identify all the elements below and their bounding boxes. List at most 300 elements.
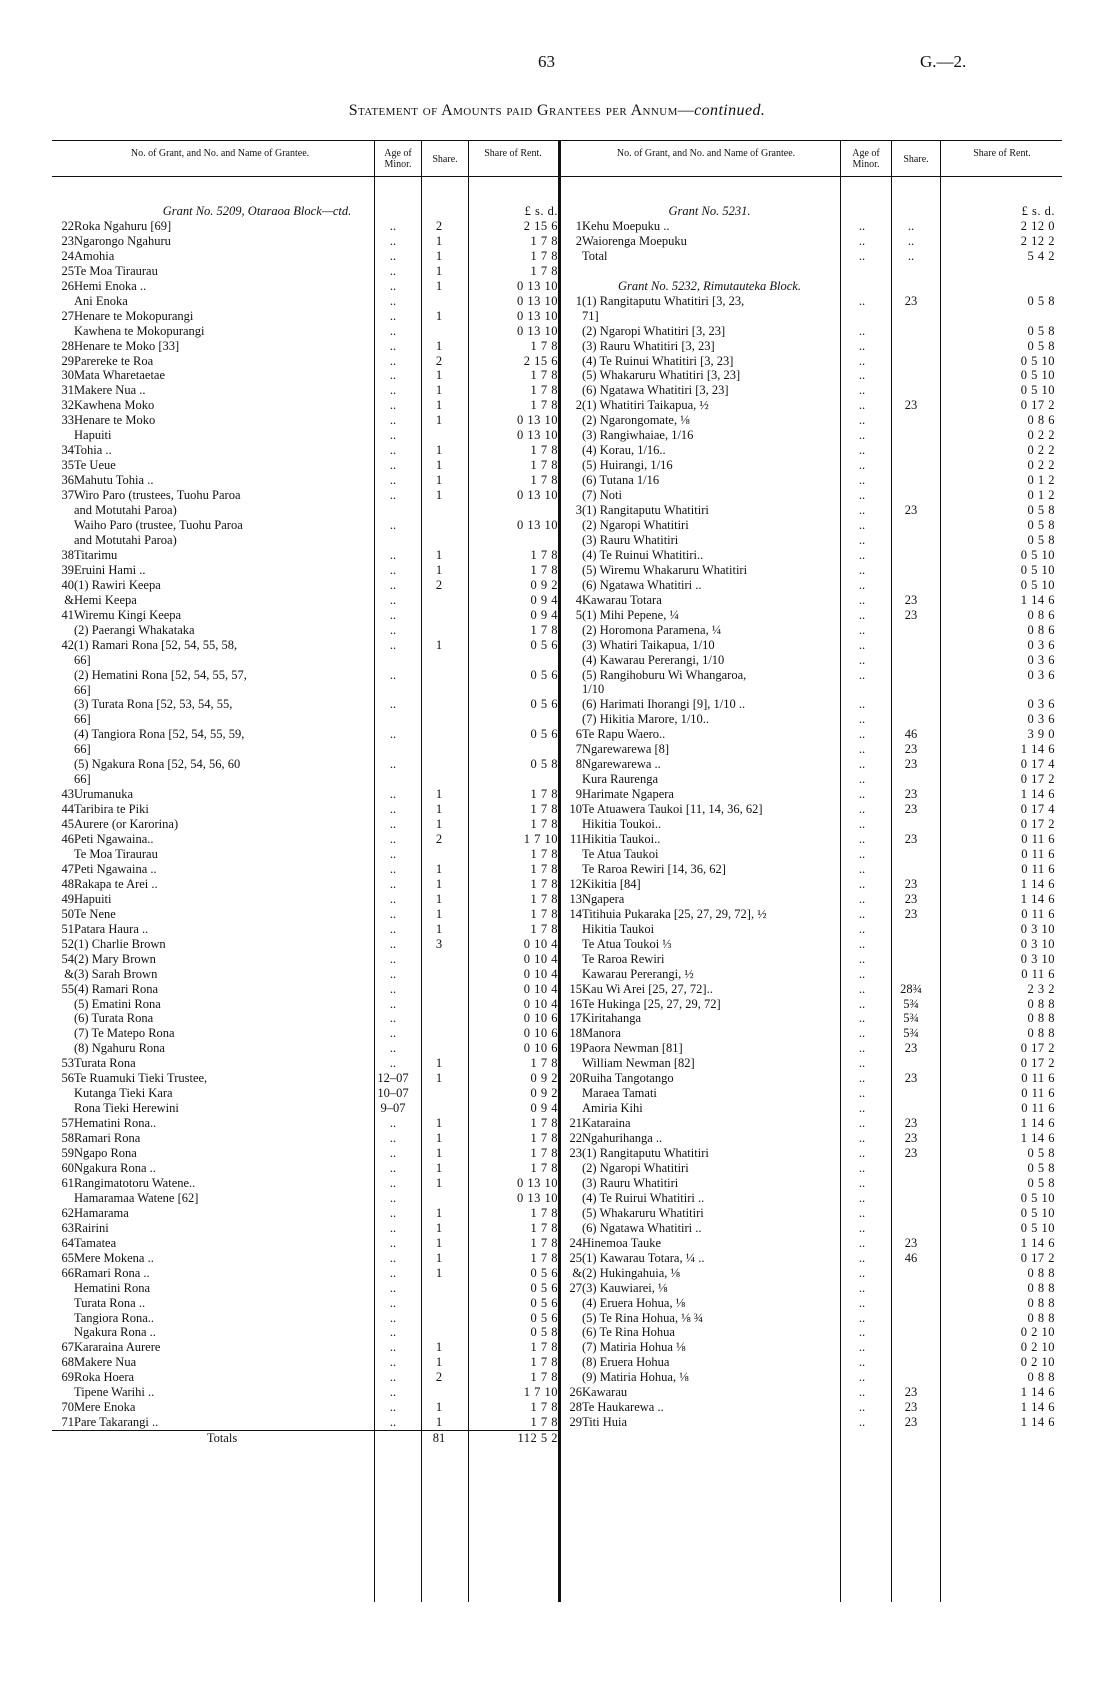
rent-value: 0 5 8 <box>1027 338 1055 353</box>
grantee-name: Te Raroa Rewiri [14, 36, 62] <box>582 861 726 876</box>
grant-number <box>560 533 582 548</box>
rent-value: 0 5 6 <box>530 697 558 712</box>
minor-age: .. <box>389 1026 397 1041</box>
table-row <box>560 1206 1055 1221</box>
rent-value <box>462 653 558 668</box>
grantee-name: Waiho Paro (trustee, Tuohu Paroa <box>74 518 243 533</box>
table-row <box>52 683 558 698</box>
table-row <box>52 1146 558 1161</box>
grant-number: 59 <box>61 1146 74 1161</box>
share-value: 2 <box>435 353 443 368</box>
minor-age: .. <box>389 1220 397 1235</box>
rent-value: 0 2 10 <box>1020 1325 1055 1340</box>
minor-age: .. <box>858 547 866 562</box>
minor-age: .. <box>389 1265 397 1280</box>
table-row <box>52 413 558 428</box>
grant-number: 8 <box>575 757 582 772</box>
table-row <box>52 1206 558 1221</box>
share-value: 1 <box>435 1355 443 1370</box>
rent-value: 0 9 4 <box>530 1101 558 1116</box>
grant-number: 20 <box>569 1071 582 1086</box>
share-value <box>887 623 935 638</box>
share-value: 23 <box>904 1400 918 1415</box>
share-value <box>416 1041 462 1056</box>
table-row <box>52 1101 558 1116</box>
table-row <box>560 608 1055 623</box>
minor-age: .. <box>389 233 397 248</box>
rent-value: 0 13 10 <box>517 1190 558 1205</box>
minor-age: .. <box>389 921 397 936</box>
table-row <box>52 1311 558 1326</box>
minor-age: .. <box>389 876 397 891</box>
grantee-name: and Motutahi Paroa) <box>74 503 177 518</box>
grant-number: 37 <box>61 488 74 503</box>
grant-number: 32 <box>61 398 74 413</box>
table-row <box>560 907 1055 922</box>
table-row <box>560 997 1055 1012</box>
table-row <box>52 563 558 578</box>
grantee-name: 66] <box>74 652 91 667</box>
table-row <box>560 712 1055 727</box>
table-row <box>52 608 558 623</box>
rent-value: 1 7 8 <box>530 906 558 921</box>
rent-value: 0 2 10 <box>1020 1355 1055 1370</box>
share-value: .. <box>907 233 915 248</box>
grantee-name: (3) Sarah Brown <box>74 966 158 981</box>
share-value <box>416 1011 462 1026</box>
table-row <box>560 967 1055 982</box>
table-row <box>560 832 1055 847</box>
grantee-name: Mahutu Tohia .. <box>74 473 154 488</box>
minor-age: .. <box>858 323 866 338</box>
table-row <box>52 1325 558 1340</box>
table-row <box>560 638 1055 653</box>
grant-number: 27 <box>61 308 74 323</box>
minor-age: .. <box>858 1071 866 1086</box>
grant-number: 21 <box>569 1116 582 1131</box>
share-value <box>887 354 935 369</box>
table-row <box>560 742 1055 757</box>
grant-number <box>560 368 582 383</box>
grant-number <box>52 727 74 742</box>
minor-age: .. <box>858 846 866 861</box>
table-row <box>560 578 1055 593</box>
minor-age: .. <box>858 1295 866 1310</box>
grantee-name: (7) Noti <box>582 488 622 503</box>
table-row <box>560 473 1055 488</box>
minor-age: .. <box>858 1385 866 1400</box>
share-value: 1 <box>435 562 443 577</box>
table-row <box>52 473 558 488</box>
minor-age: .. <box>389 861 397 876</box>
grant-number <box>560 1056 582 1071</box>
share-value <box>887 1281 935 1296</box>
table-row <box>52 892 558 907</box>
grantee-name: Kawarau Totara <box>582 592 662 607</box>
table-row <box>560 1415 1055 1430</box>
grant-number <box>560 1086 582 1101</box>
grant-number: 58 <box>61 1131 74 1146</box>
rent-value: 1 7 8 <box>530 876 558 891</box>
grantee-name: (4) Tangiora Rona [52, 54, 55, 59, <box>74 727 245 742</box>
share-value <box>416 518 462 533</box>
share-value: 23 <box>904 757 918 772</box>
table-row <box>52 593 558 608</box>
share-value: 1 <box>435 906 443 921</box>
table-row <box>560 204 1055 219</box>
grant-number: 25 <box>61 263 74 278</box>
grant-number <box>560 324 582 339</box>
minor-age: .. <box>389 368 397 383</box>
grantee-name: Te Hukinga [25, 27, 29, 72] <box>582 996 721 1011</box>
rent-value: 0 5 10 <box>1020 1205 1055 1220</box>
table-row <box>560 1385 1055 1400</box>
table-row <box>560 1296 1055 1311</box>
rent-value: 0 11 6 <box>1021 832 1055 847</box>
table-row <box>52 234 558 249</box>
page-reference: G.—2. <box>920 52 967 71</box>
grant-number <box>52 1086 74 1101</box>
rent-value: 1 7 8 <box>530 622 558 637</box>
col-header-grant-right: No. of Grant, and No. and Name of Grantee. <box>616 148 796 159</box>
grant-number <box>560 1161 582 1176</box>
share-value: 23 <box>904 398 918 413</box>
grantee-name: Hamaramaa Watene [62] <box>74 1190 199 1205</box>
table-row <box>52 294 558 309</box>
grant-number <box>560 473 582 488</box>
grantee-name: Grant No. 5231. <box>668 204 751 218</box>
grant-number: 45 <box>61 817 74 832</box>
grantee-name: (1) Mihi Pepene, ¼ <box>582 607 679 622</box>
grantee-name: (7) Hikitia Marore, 1/10.. <box>582 712 710 727</box>
table-row <box>52 1355 558 1370</box>
table-row <box>560 1011 1055 1026</box>
minor-age: .. <box>389 936 397 951</box>
table-row <box>560 1041 1055 1056</box>
rent-value: 0 5 6 <box>530 1265 558 1280</box>
rent-value: 0 10 4 <box>523 996 558 1011</box>
rent-value: 0 17 2 <box>1020 398 1055 413</box>
share-value: 2 <box>435 832 443 847</box>
table-row <box>560 772 1055 787</box>
table-row <box>52 982 558 997</box>
grantee-name: (2) Hematini Rona [52, 54, 55, 57, <box>74 667 247 682</box>
rent-value: 1 7 8 <box>530 473 558 488</box>
page-title: Statement of Amounts paid Grantees per Annum—continued. <box>348 102 766 119</box>
grant-number <box>52 668 74 683</box>
minor-age: .. <box>858 981 866 996</box>
grant-number <box>560 1206 582 1221</box>
share-value <box>416 593 462 608</box>
table-row <box>560 877 1055 892</box>
minor-age: .. <box>858 1011 866 1026</box>
table-row <box>560 1251 1055 1266</box>
share-value: 1 <box>435 861 443 876</box>
table-row <box>52 727 558 742</box>
table-row <box>560 892 1055 907</box>
rent-value: 0 9 4 <box>530 592 558 607</box>
minor-age: .. <box>389 727 397 742</box>
rent-value: 0 13 10 <box>517 308 558 323</box>
grantee-name: Aurere (or Karorina) <box>74 817 179 832</box>
share-value <box>887 428 935 443</box>
grantee-name: Parereke te Roa <box>74 353 154 368</box>
minor-age: .. <box>389 1041 397 1056</box>
grant-number: 3 <box>575 503 582 518</box>
grantee-name: Hemi Enoka .. <box>74 278 147 293</box>
grantee-name: Mere Mokena .. <box>74 1250 154 1265</box>
grantee-name: Henare te Moko [33] <box>74 338 180 353</box>
grant-number: 9 <box>575 787 582 802</box>
table-row <box>52 1340 558 1355</box>
grantee-name: Harimate Ngapera <box>582 787 674 802</box>
grant-number <box>560 443 582 458</box>
rent-value: 0 8 6 <box>1027 622 1055 637</box>
grantee-name: Mata Wharetaetae <box>74 368 166 383</box>
grant-number <box>560 309 582 324</box>
grant-number: 6 <box>575 727 582 742</box>
rent-value: 0 5 6 <box>530 637 558 652</box>
grantee-name <box>582 264 837 279</box>
table-row <box>560 1086 1055 1101</box>
share-value: 23 <box>904 1071 918 1086</box>
share-value: 1 <box>435 787 443 802</box>
share-value: 23 <box>904 742 918 757</box>
rent-value: 0 5 10 <box>1020 353 1055 368</box>
table-row <box>560 503 1055 518</box>
table-row <box>52 1296 558 1311</box>
grant-number <box>560 1340 582 1355</box>
share-value: 1 <box>435 1205 443 1220</box>
minor-age: .. <box>858 518 866 532</box>
minor-age: .. <box>389 1400 397 1415</box>
share-value: 1 <box>435 876 443 891</box>
share-value: 1 <box>435 802 443 817</box>
grantee-name: (7) Matiria Hohua ⅛ <box>582 1340 686 1355</box>
grantee-name: Hikitia Taukoi.. <box>582 832 661 847</box>
table-row <box>52 772 558 787</box>
grant-number: 27 <box>569 1280 582 1295</box>
table-row <box>52 937 558 952</box>
table-row <box>560 1221 1055 1236</box>
minor-age: .. <box>858 817 866 832</box>
col-header-grant-left: No. of Grant, and No. and Name of Grantee. <box>130 148 310 159</box>
table-row <box>52 1161 558 1176</box>
grantee-name: Kutanga Tieki Kara <box>74 1086 173 1101</box>
share-value <box>416 1281 462 1296</box>
minor-age: .. <box>389 592 397 607</box>
rent-value: 1 14 6 <box>1020 1131 1055 1146</box>
grantee-name: Kiritahanga <box>582 1011 642 1026</box>
minor-age: .. <box>389 1310 397 1325</box>
share-value <box>416 1311 462 1326</box>
table-row <box>52 1370 558 1385</box>
rent-value: 0 10 6 <box>523 1026 558 1041</box>
table-row <box>52 443 558 458</box>
minor-age: .. <box>858 1101 866 1116</box>
minor-age: .. <box>858 652 866 667</box>
share-value <box>887 518 935 533</box>
grantee-name: (1) Rangitaputu Whatitiri <box>582 503 709 518</box>
grant-number <box>560 458 582 473</box>
totals-age <box>370 1431 416 1446</box>
table-row <box>560 787 1055 802</box>
rent-value: 5 4 2 <box>1027 248 1055 263</box>
table-row <box>52 368 558 383</box>
grant-number: 60 <box>61 1161 74 1175</box>
table-row <box>52 1131 558 1146</box>
rent-value: 1 7 8 <box>530 1235 558 1250</box>
minor-age: .. <box>858 637 866 652</box>
share-value <box>416 533 462 548</box>
grantee-name: Ruiha Tangotango <box>582 1071 674 1086</box>
share-value <box>887 937 935 952</box>
rent-value: 0 13 10 <box>517 488 558 503</box>
grant-number <box>52 294 74 309</box>
rent-value: 0 10 6 <box>523 1041 558 1056</box>
rent-value: 1 7 8 <box>530 1131 558 1146</box>
rent-value: 1 7 8 <box>530 1355 558 1370</box>
minor-age: .. <box>858 906 866 921</box>
table-row <box>52 249 558 264</box>
table-row <box>52 997 558 1012</box>
table-row <box>560 593 1055 608</box>
grantee-name: Ngarewarewa [8] <box>582 742 670 757</box>
minor-age: .. <box>389 413 397 428</box>
share-value <box>887 1266 935 1281</box>
rent-value: 0 5 10 <box>1020 368 1055 383</box>
grantee-name: Hamarama <box>74 1205 129 1220</box>
rent-value: 0 10 4 <box>523 966 558 981</box>
grant-heading-row <box>52 204 558 219</box>
minor-age: .. <box>858 1190 866 1205</box>
grantee-name: (1) Rangitaputu Whatitiri [3, 23, <box>582 293 745 308</box>
minor-age <box>837 279 887 294</box>
minor-age: .. <box>389 1011 397 1026</box>
minor-age: .. <box>389 891 397 906</box>
minor-age: .. <box>858 1400 866 1415</box>
grant-number: 1 <box>575 293 582 308</box>
col-header-age-right: Age of Minor. <box>852 148 880 170</box>
rent-value <box>935 264 1055 279</box>
rent-value: 1 7 8 <box>530 443 558 458</box>
table-row <box>560 488 1055 503</box>
minor-age: .. <box>389 1235 397 1250</box>
share-value: .. <box>907 218 915 233</box>
grant-heading: Grant No. 5209, Otaraoa Block—ctd. <box>162 204 352 218</box>
grantee-name: Titi Huia <box>582 1415 628 1430</box>
grantee-name: Rakapa te Arei .. <box>74 876 158 891</box>
grant-number: 24 <box>61 248 74 263</box>
minor-age: .. <box>389 1370 397 1385</box>
grantee-name: Peti Ngawaina .. <box>74 861 157 876</box>
minor-age: .. <box>858 802 866 817</box>
minor-age: .. <box>858 1235 866 1250</box>
share-value <box>887 653 935 668</box>
grant-number: 31 <box>61 383 74 398</box>
minor-age: .. <box>858 503 866 518</box>
grantee-name: (4) Ramari Rona <box>74 981 159 996</box>
minor-age: .. <box>858 458 866 473</box>
share-value: 1 <box>435 1220 443 1235</box>
table-row <box>560 548 1055 563</box>
grantee-name: (3) Turata Rona [52, 53, 54, 55, <box>74 697 233 712</box>
table-row <box>52 398 558 413</box>
grant-number: 34 <box>61 443 74 458</box>
table-row <box>52 817 558 832</box>
grant-number: 70 <box>61 1400 74 1415</box>
minor-age: .. <box>858 951 866 966</box>
minor-age: .. <box>389 832 397 847</box>
rent-value: 1 7 8 <box>530 398 558 413</box>
grantee-name: (5) Ngakura Rona [52, 54, 56, 60 <box>74 757 241 772</box>
share-value <box>416 324 462 339</box>
share-value <box>416 982 462 997</box>
minor-age: .. <box>858 607 866 622</box>
minor-age: .. <box>389 906 397 921</box>
rent-value: 0 11 6 <box>1021 861 1055 876</box>
share-value: 5¾ <box>903 996 919 1011</box>
grant-number: 68 <box>61 1355 74 1370</box>
table-row <box>52 832 558 847</box>
minor-age: .. <box>858 1250 866 1265</box>
grantee-name: (3) Rauru Whatitiri <box>582 532 679 547</box>
rent-value <box>935 309 1055 324</box>
table-row <box>52 1266 558 1281</box>
minor-age: .. <box>389 951 397 966</box>
table-row <box>560 802 1055 817</box>
share-value: 1 <box>435 398 443 413</box>
grant-number: 57 <box>61 1116 74 1131</box>
minor-age: .. <box>858 1146 866 1161</box>
totals-label: Totals <box>74 1431 370 1446</box>
grant-number: 10 <box>569 802 582 817</box>
minor-age: .. <box>858 398 866 413</box>
table-row <box>52 518 558 533</box>
share-value: 1 <box>435 921 443 936</box>
minor-age: .. <box>389 787 397 802</box>
rent-value: 0 5 6 <box>530 727 558 742</box>
grant-number <box>560 1191 582 1206</box>
rent-value: £ s. d. <box>1021 204 1055 218</box>
minor-age: .. <box>389 697 397 712</box>
table-row <box>560 653 1055 668</box>
minor-age: .. <box>858 1370 866 1385</box>
table-row <box>52 1011 558 1026</box>
page-number: 63 <box>538 52 555 71</box>
minor-age: .. <box>389 1385 397 1400</box>
table-row <box>52 638 558 653</box>
totals-spacer <box>52 1431 74 1446</box>
minor-age: .. <box>858 712 866 727</box>
minor-age: .. <box>858 353 866 368</box>
minor-age: .. <box>389 518 397 533</box>
grantee-name: (5) Huirangi, 1/16 <box>582 458 673 473</box>
grant-number <box>560 413 582 428</box>
grantee-name: Maraea Tamati <box>582 1086 657 1101</box>
table-row <box>52 847 558 862</box>
table-row <box>560 563 1055 578</box>
minor-age: .. <box>858 248 866 263</box>
table-row <box>52 712 558 727</box>
grantee-name: Kawarau <box>582 1385 628 1400</box>
table-row <box>560 682 1055 697</box>
grant-number <box>560 428 582 443</box>
table-row <box>560 368 1055 383</box>
table-row <box>52 697 558 712</box>
share-value <box>887 413 935 428</box>
grantee-name: Roka Hoera <box>74 1370 135 1385</box>
